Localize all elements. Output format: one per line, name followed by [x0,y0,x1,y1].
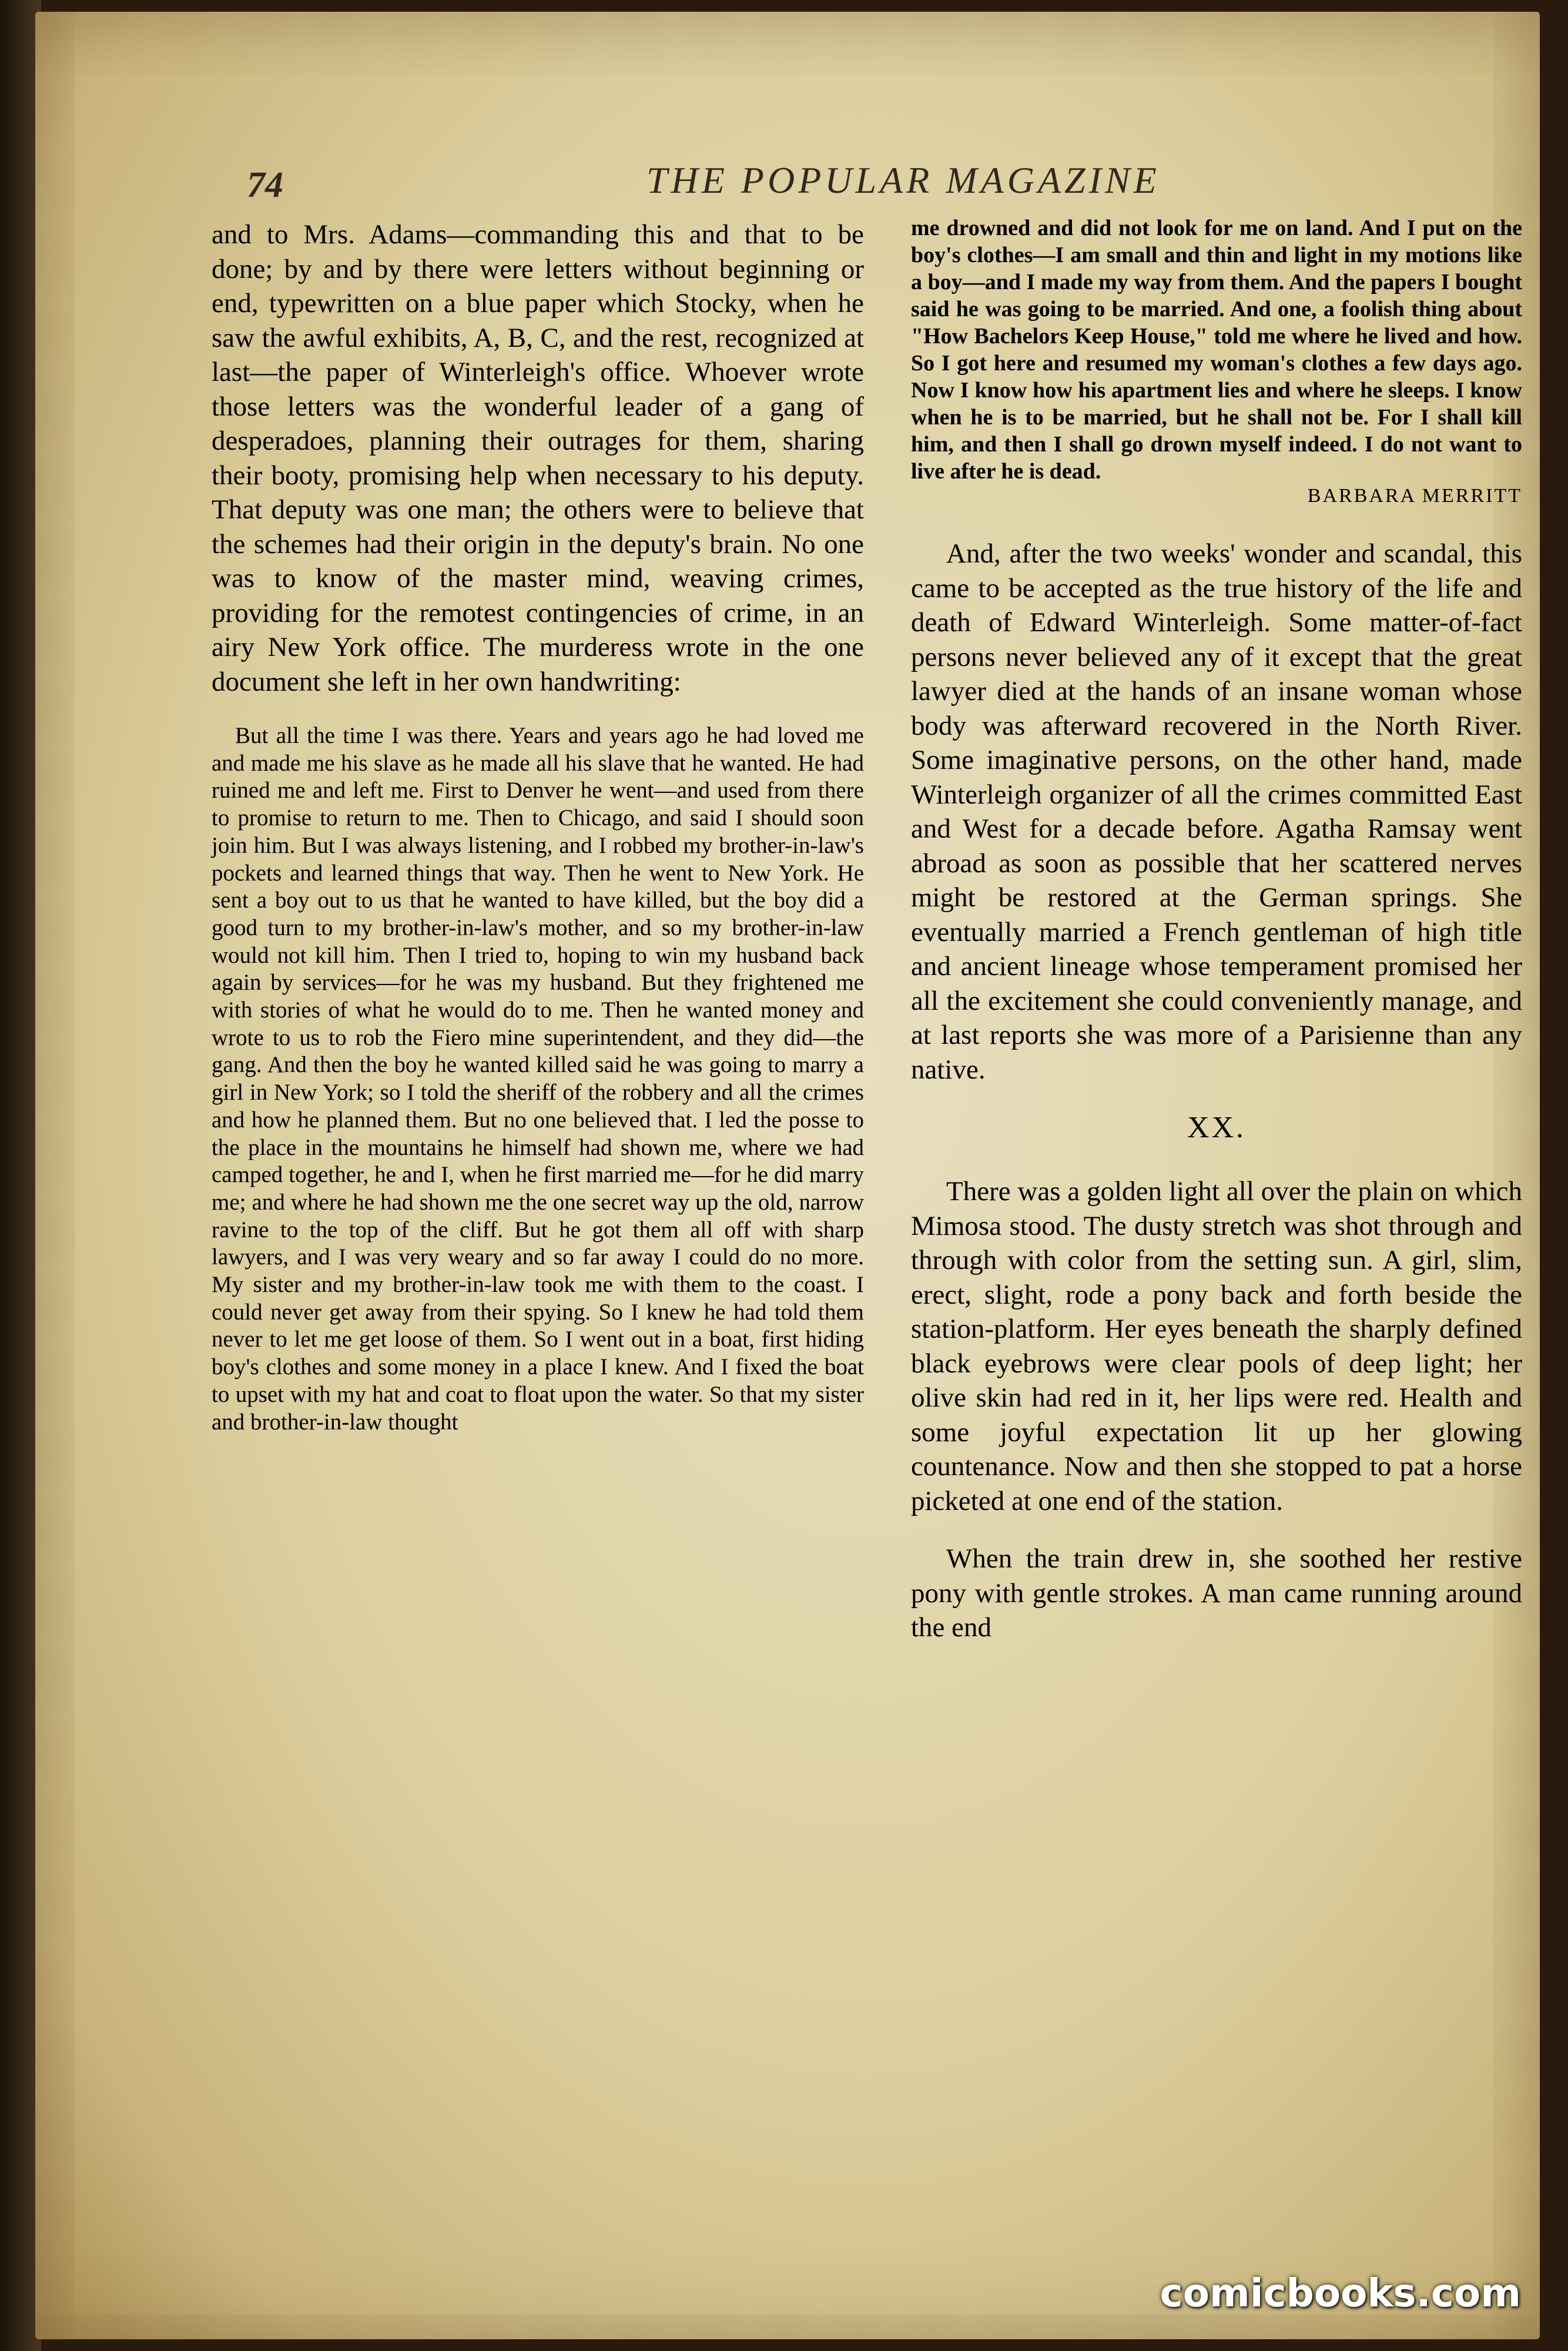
paragraph: When the train drew in, she soothed her restive pony with gentle strokes. A man came running around the end [911,1543,1522,1643]
right-column [911,215,1522,1669]
site-watermark: comicbooks.com [1160,2270,1521,2316]
paragraph: and to Mrs. Adams—commanding this and that to be done; by and by there were letters without beginning or end, typewritten on a blue paper which Stocky, when he saw the awful exhibits, A, B, C, and the rest, recognized at last—the paper of Winterleigh's office. Whoever wrote those letters was the wonderful leader of a gang of desperadoes, planning their outrages for them, sharing their booty, promising help when necessary to his deputy. That deputy was one man; the others were to believe that the schemes had their origin in the deputy's brain. No one was to know of the master mind, weaving crimes, providing for the remotest contingencies of crime, in an airy New York office. The murderess wrote in the one document she left in her own handwriting: [212,219,864,697]
page-number: 74 [247,165,283,205]
paragraph: There was a golden light all over the plain on which Mimosa stood. The dusty stretch was shot through and through with color from the setting sun. A girl, slim, erect, slight, rode a pony back and forth beside the station-platform. Her eyes beneath the sharply defined black eyebrows were clear pools of deep light; her olive skin had red in it, her lips were red. Health and some joyful expectation lit up her glowing countenance. Now and then she stopped to pat a horse picketed at one end of the station. [911,1176,1522,1516]
letter-text-continued: me drowned and did not look for me on land. And I put on the boy's clothes—I am small and thin and light in my motions like a boy—and I made my way from them. And the papers I bought said he was going to be married. And one, a foolish thing about "How Bachelors Keep House," told me where he lived and how. So I got here and resumed my woman's clothes a few days ago. Now I know how his apartment lies and where he sleeps. I know when he is to be married, but he shall not be. For I shall kill him, and then I shall go drown myself indeed. I do not want to live after he is dead. [911,216,1522,484]
left-column [212,217,864,1448]
letter-signature: BARBARA MERRITT [1307,485,1522,507]
letter-text: But all the time I was there. Years and years ago he had loved me and made me his slave as he made all his slave that he wanted. He had ruined me and left me. First to Denver he went—and used from there to promise to return to me. Then to Chicago, and said I should soon join him. But I was always listening, and I robbed my brother-in-law's pockets and learned things that way. Then he went to New York. He sent a boy out to us that he wanted to have killed, but the boy did a good turn to my brother-in-law's mother, and so my brother-in-law would not kill him. Then I tried to, hoping to win my husband back again by services—for he was my husband. But they frightened me with stories of what he would do to me. Then he wanted money and wrote to us to rob the Fiero mine superintendent, and they did—the gang. And then the boy he wanted killed said he was going to marry a girl in New York; so I told the sheriff of the robbery and all the crimes and how he planned them. But no one believed that. I led the posse to the place in the mountains he himself had shown me, where we had camped together, he and I, when he first married me—for he did marry me; and where he had shown me the one secret way up the old, narrow ravine to the top of the cliff. But he got them all off with sharp lawyers, and I was very weary and so far away I could do no more. My sister and my brother-in-law took me with them to the coast. I could never get away from their spying. So I knew he had told them never to let me get loose of them. So I went out in a boat, first hiding boy's clothes and some money in a place I knew. And I fixed the boat to upset with my hat and coat to float upon the water. So that my sister and brother-in-law thought [212,723,864,1435]
running-title: THE POPULAR MAGAZINE [646,159,1160,201]
chapter-heading: XX. [1187,1111,1247,1144]
paragraph: And, after the two weeks' wonder and scandal, this came to be accepted as the true history of the life and death of Edward Winterleigh. Some matter-of-fact persons never believed any of it except that the great lawyer died at the hands of an insane woman whose body was afterward recovered in the North River. Some imaginative persons, on the other hand, made Winterleigh organizer of all the crimes committed East and West for a decade before. Agatha Ramsay went abroad as soon as possible that her scattered nerves might be restored at the German springs. She eventually married a French gentleman of high title and ancient lineage whose temperament promised her all the excitement she could conveniently manage, and at last reports she was more of a Parisienne than any native. [911,538,1522,1085]
